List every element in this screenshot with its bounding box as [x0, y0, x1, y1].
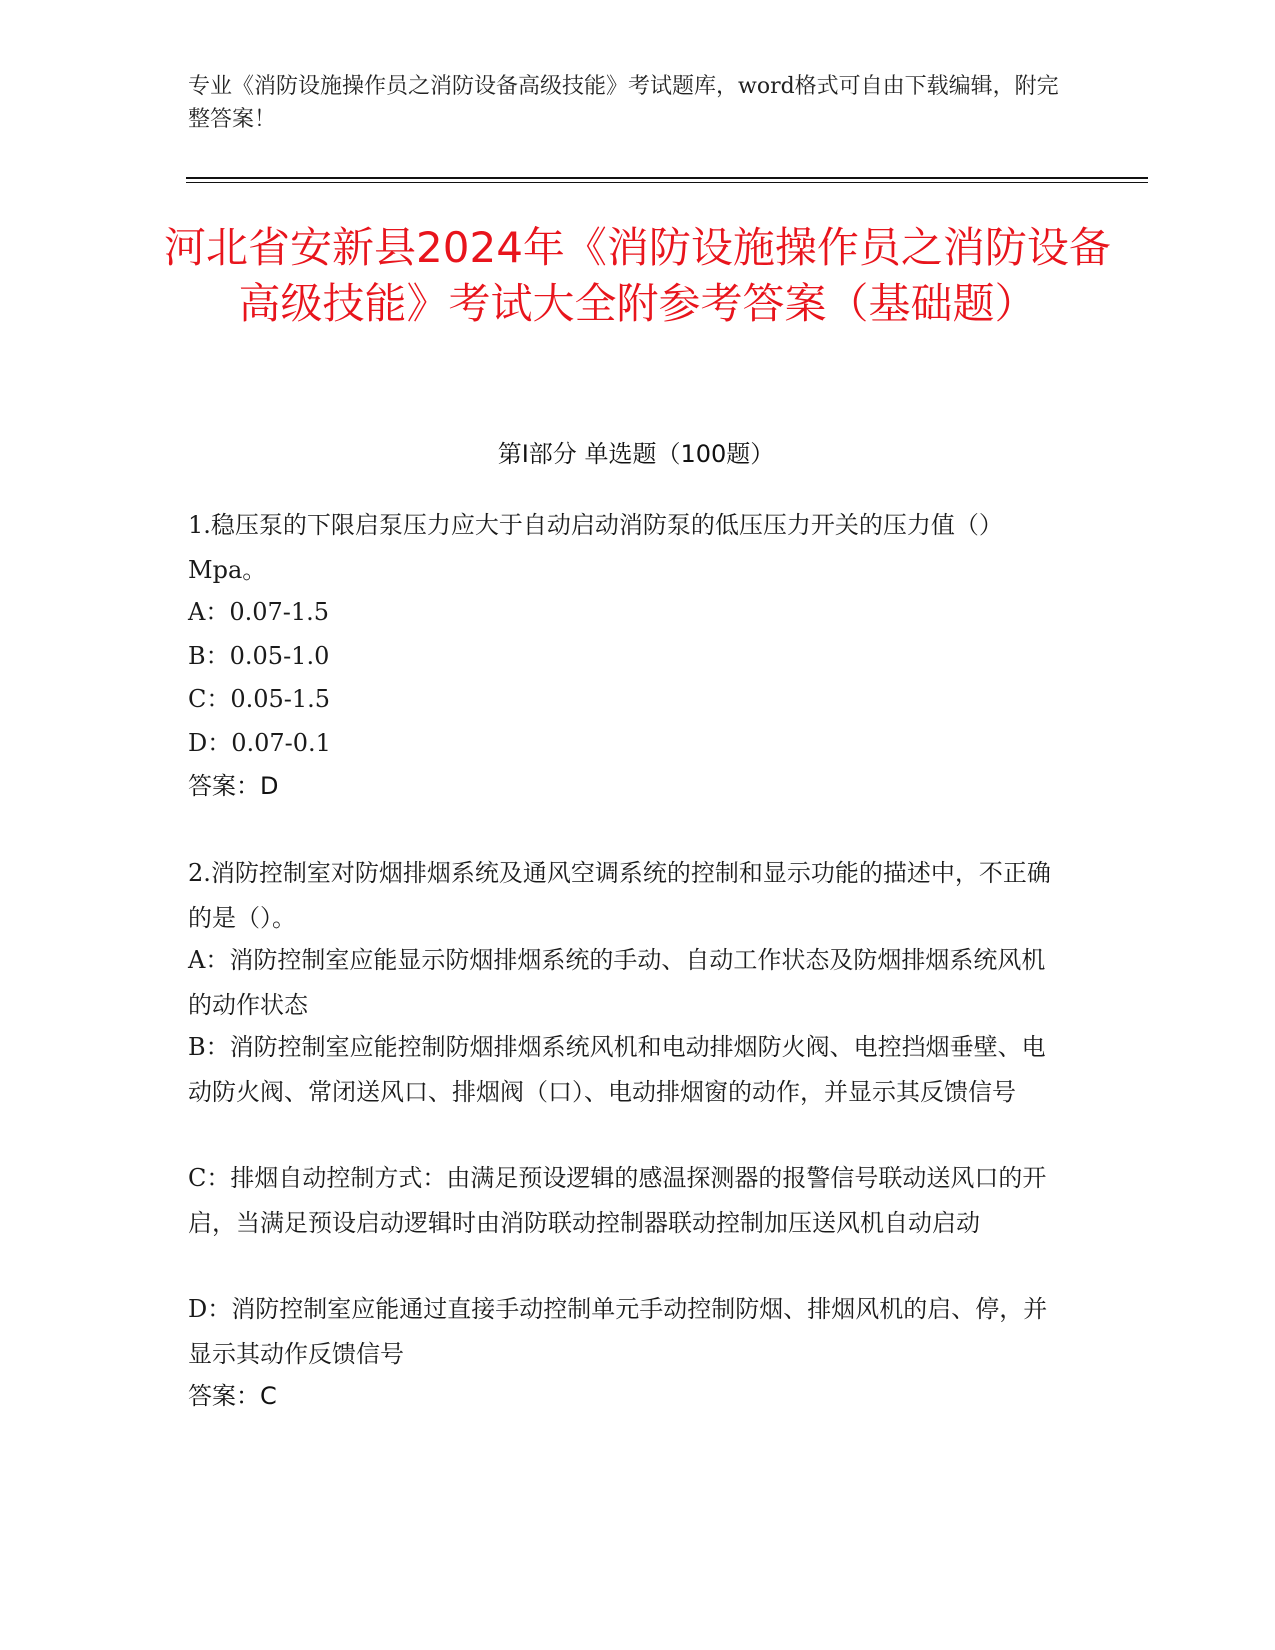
question-2-answer: 答案：C [188, 1382, 277, 1410]
question-2-stem: 2.消防控制室对防烟排烟系统及通风空调系统的控制和显示功能的描述中，不正确的是（）。 [188, 859, 1051, 932]
question-1-stem: 1.稳压泵的下限启泵压力应大于自动启动消防泵的低压压力开关的压力值（）Mpa。 [188, 511, 1003, 584]
section-title: 第Ⅰ部分 单选题（100题） [497, 440, 775, 468]
header-rule-thin [186, 182, 1148, 183]
question-1-option-b: B：0.05-1.0 [188, 642, 330, 670]
question-2-option-a: A：消防控制室应能显示防烟排烟系统的手动、自动工作状态及防烟排烟系统风机的动作状态 [188, 946, 1046, 1019]
question-2-option-d: D：消防控制室应能通过直接手动控制单元手动控制防烟、排烟风机的启、停，并显示其动作反馈信号 [188, 1295, 1048, 1368]
question-2-option-c: C：排烟自动控制方式：由满足预设逻辑的感温探测器的报警信号联动送风口的开启，当满足预设启动逻辑时由消防联动控制器联动控制加压送风机自动启动 [188, 1164, 1047, 1237]
header-note: 专业《消防设施操作员之消防设备高级技能》考试题库，word格式可自由下载编辑，附完整答案！ [188, 74, 1059, 132]
question-1-answer: 答案：D [188, 772, 279, 800]
question-2-option-b: B：消防控制室应能控制防烟排烟系统风机和电动排烟防火阀、电控挡烟垂壁、电动防火阀、常闭送风口、排烟阀（口）、电动排烟窗的动作，并显示其反馈信号 [188, 1033, 1046, 1106]
question-1-option-d: D：0.07-0.1 [188, 729, 331, 757]
question-1-option-a: A：0.07-1.5 [188, 598, 330, 626]
header-rule-thick [186, 177, 1148, 179]
document-title: 河北省安新县2024年《消防设施操作员之消防设备高级技能》考试大全附参考答案（基础题） [164, 223, 1111, 328]
question-1-option-c: C：0.05-1.5 [188, 685, 331, 713]
